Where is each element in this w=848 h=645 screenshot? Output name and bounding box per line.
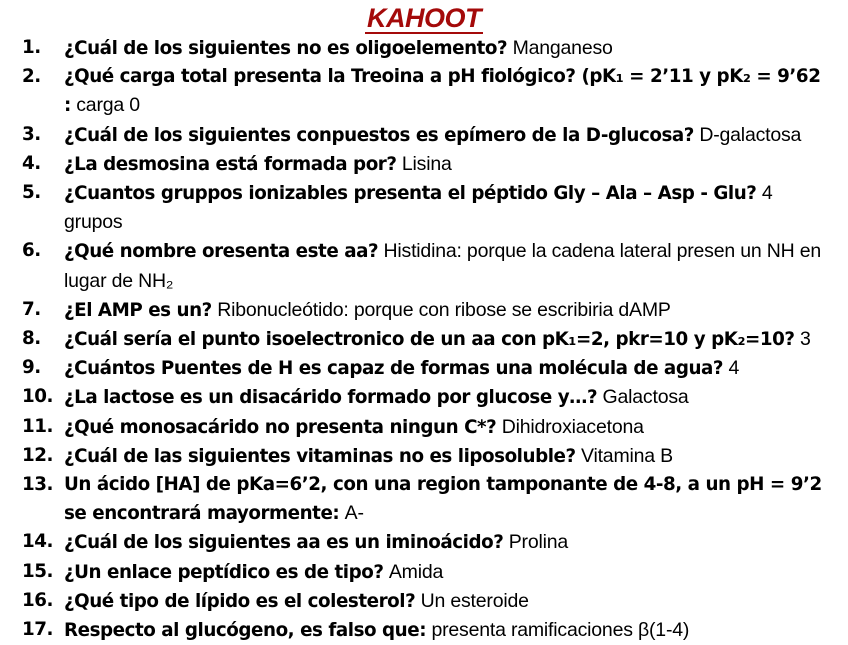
item-number: 10.: [22, 386, 54, 408]
answer-text: A-: [344, 502, 364, 525]
list-item: [22, 442, 832, 471]
list-item: [22, 528, 832, 557]
page-title-container: [0, 1, 848, 35]
item-number: 9.: [22, 357, 41, 379]
list-item: [22, 354, 832, 383]
question-text: ¿Qué monosacárido no presenta ningun C*?: [64, 416, 497, 438]
list-item: [22, 150, 832, 179]
page-title: KAHOOT: [367, 3, 481, 33]
question-text: ¿Cuantos gruppos ionizables presenta el péptido Gly – Ala – Asp - Glu?: [64, 183, 757, 205]
list-item: [22, 296, 832, 325]
question-text: ¿Un enlace peptídico es de tipo?: [64, 561, 384, 583]
question-text: ¿La desmosina está formada por?: [64, 153, 397, 175]
list-item: [22, 413, 832, 442]
question-text: ¿Cuál de las siguientes vitaminas no es liposoluble?: [64, 445, 576, 467]
answer-text: Ribonucleótido: porque con ribose se escribiria dAMP: [217, 298, 671, 321]
question-text: ¿Cuál de los siguientes conpuestos es epímero de la D-glucosa?: [64, 124, 694, 146]
question-text: Un ácido [HA] de pKa=6’2, con una region tamponante de 4-8, a un pH = 9’2 se encontrará mayormente:: [64, 474, 822, 525]
list-item: [22, 587, 832, 616]
item-number: 3.: [22, 123, 41, 145]
list-item: [22, 121, 832, 150]
answer-text: Prolina: [508, 531, 569, 554]
answer-text: Dihidroxiacetona: [501, 415, 644, 438]
answer-text: D-galactosa: [699, 123, 802, 146]
list-item: [22, 383, 832, 412]
answer-text: Lisina: [401, 152, 452, 175]
item-number: 8.: [22, 328, 41, 350]
answer-text: 4 grupos: [64, 182, 773, 234]
question-text: ¿Cuántos Puentes de H es capaz de formas una molécula de agua?: [64, 358, 724, 380]
item-number: 6.: [22, 240, 41, 262]
question-text: ¿Cuál sería el punto isoelectronico de un aa con pK₁=2, pkr=10 y pK₂=10?: [64, 329, 795, 351]
question-text: ¿Cuál de los siguientes no es oligoelemento?: [64, 38, 508, 59]
list-item: [22, 63, 832, 120]
item-number: 14.: [22, 531, 54, 553]
item-number: 1.: [22, 37, 41, 58]
answer-text: 3: [799, 328, 811, 351]
question-text: ¿El AMP es un?: [64, 299, 212, 321]
item-number: 12.: [22, 444, 54, 466]
question-text: ¿Qué tipo de lípido es el colesterol?: [64, 590, 416, 612]
item-number: 4.: [22, 152, 41, 174]
question-text: ¿Cuál de los siguientes aa es un iminoácido?: [64, 532, 504, 554]
question-list: [22, 34, 832, 645]
question-text: ¿Qué carga total presenta la Treoina a pH fiológico? (pK₁ = 2’11 y pK₂ = 9’62 :: [64, 66, 821, 117]
answer-text: Galactosa: [602, 386, 689, 409]
answer-text: Manganeso: [512, 37, 613, 59]
answer-text: presenta ramificaciones β(1-4): [431, 619, 690, 642]
item-number: 7.: [22, 298, 41, 320]
item-number: 16.: [22, 589, 54, 611]
list-item: [22, 616, 832, 645]
list-item: [22, 325, 832, 354]
question-text: Respecto al glucógeno, es falso que:: [64, 620, 427, 642]
item-number: 13.: [22, 474, 54, 496]
list-item: [22, 34, 832, 63]
answer-text: Amida: [388, 560, 444, 583]
list-item: [22, 558, 832, 587]
question-text: ¿Qué nombre oresenta este aa?: [64, 241, 379, 263]
answer-text: Histidina: porque la cadena lateral presen un NH en lugar de NH₂: [64, 240, 822, 292]
list-item: [22, 237, 832, 295]
answer-text: Un esteroide: [420, 589, 529, 612]
list-item: [22, 179, 832, 237]
answer-text: carga 0: [76, 94, 140, 117]
answer-text: Vitamina B: [581, 444, 673, 467]
answer-text: 4: [728, 357, 740, 380]
item-number: 17.: [22, 619, 54, 641]
item-number: 11.: [22, 415, 54, 437]
list-item: [22, 471, 832, 528]
question-text: ¿La lactose es un disacárido formado por glucose y…?: [64, 387, 598, 409]
item-number: 5.: [22, 182, 41, 204]
item-number: 2.: [22, 66, 41, 88]
item-number: 15.: [22, 560, 54, 582]
